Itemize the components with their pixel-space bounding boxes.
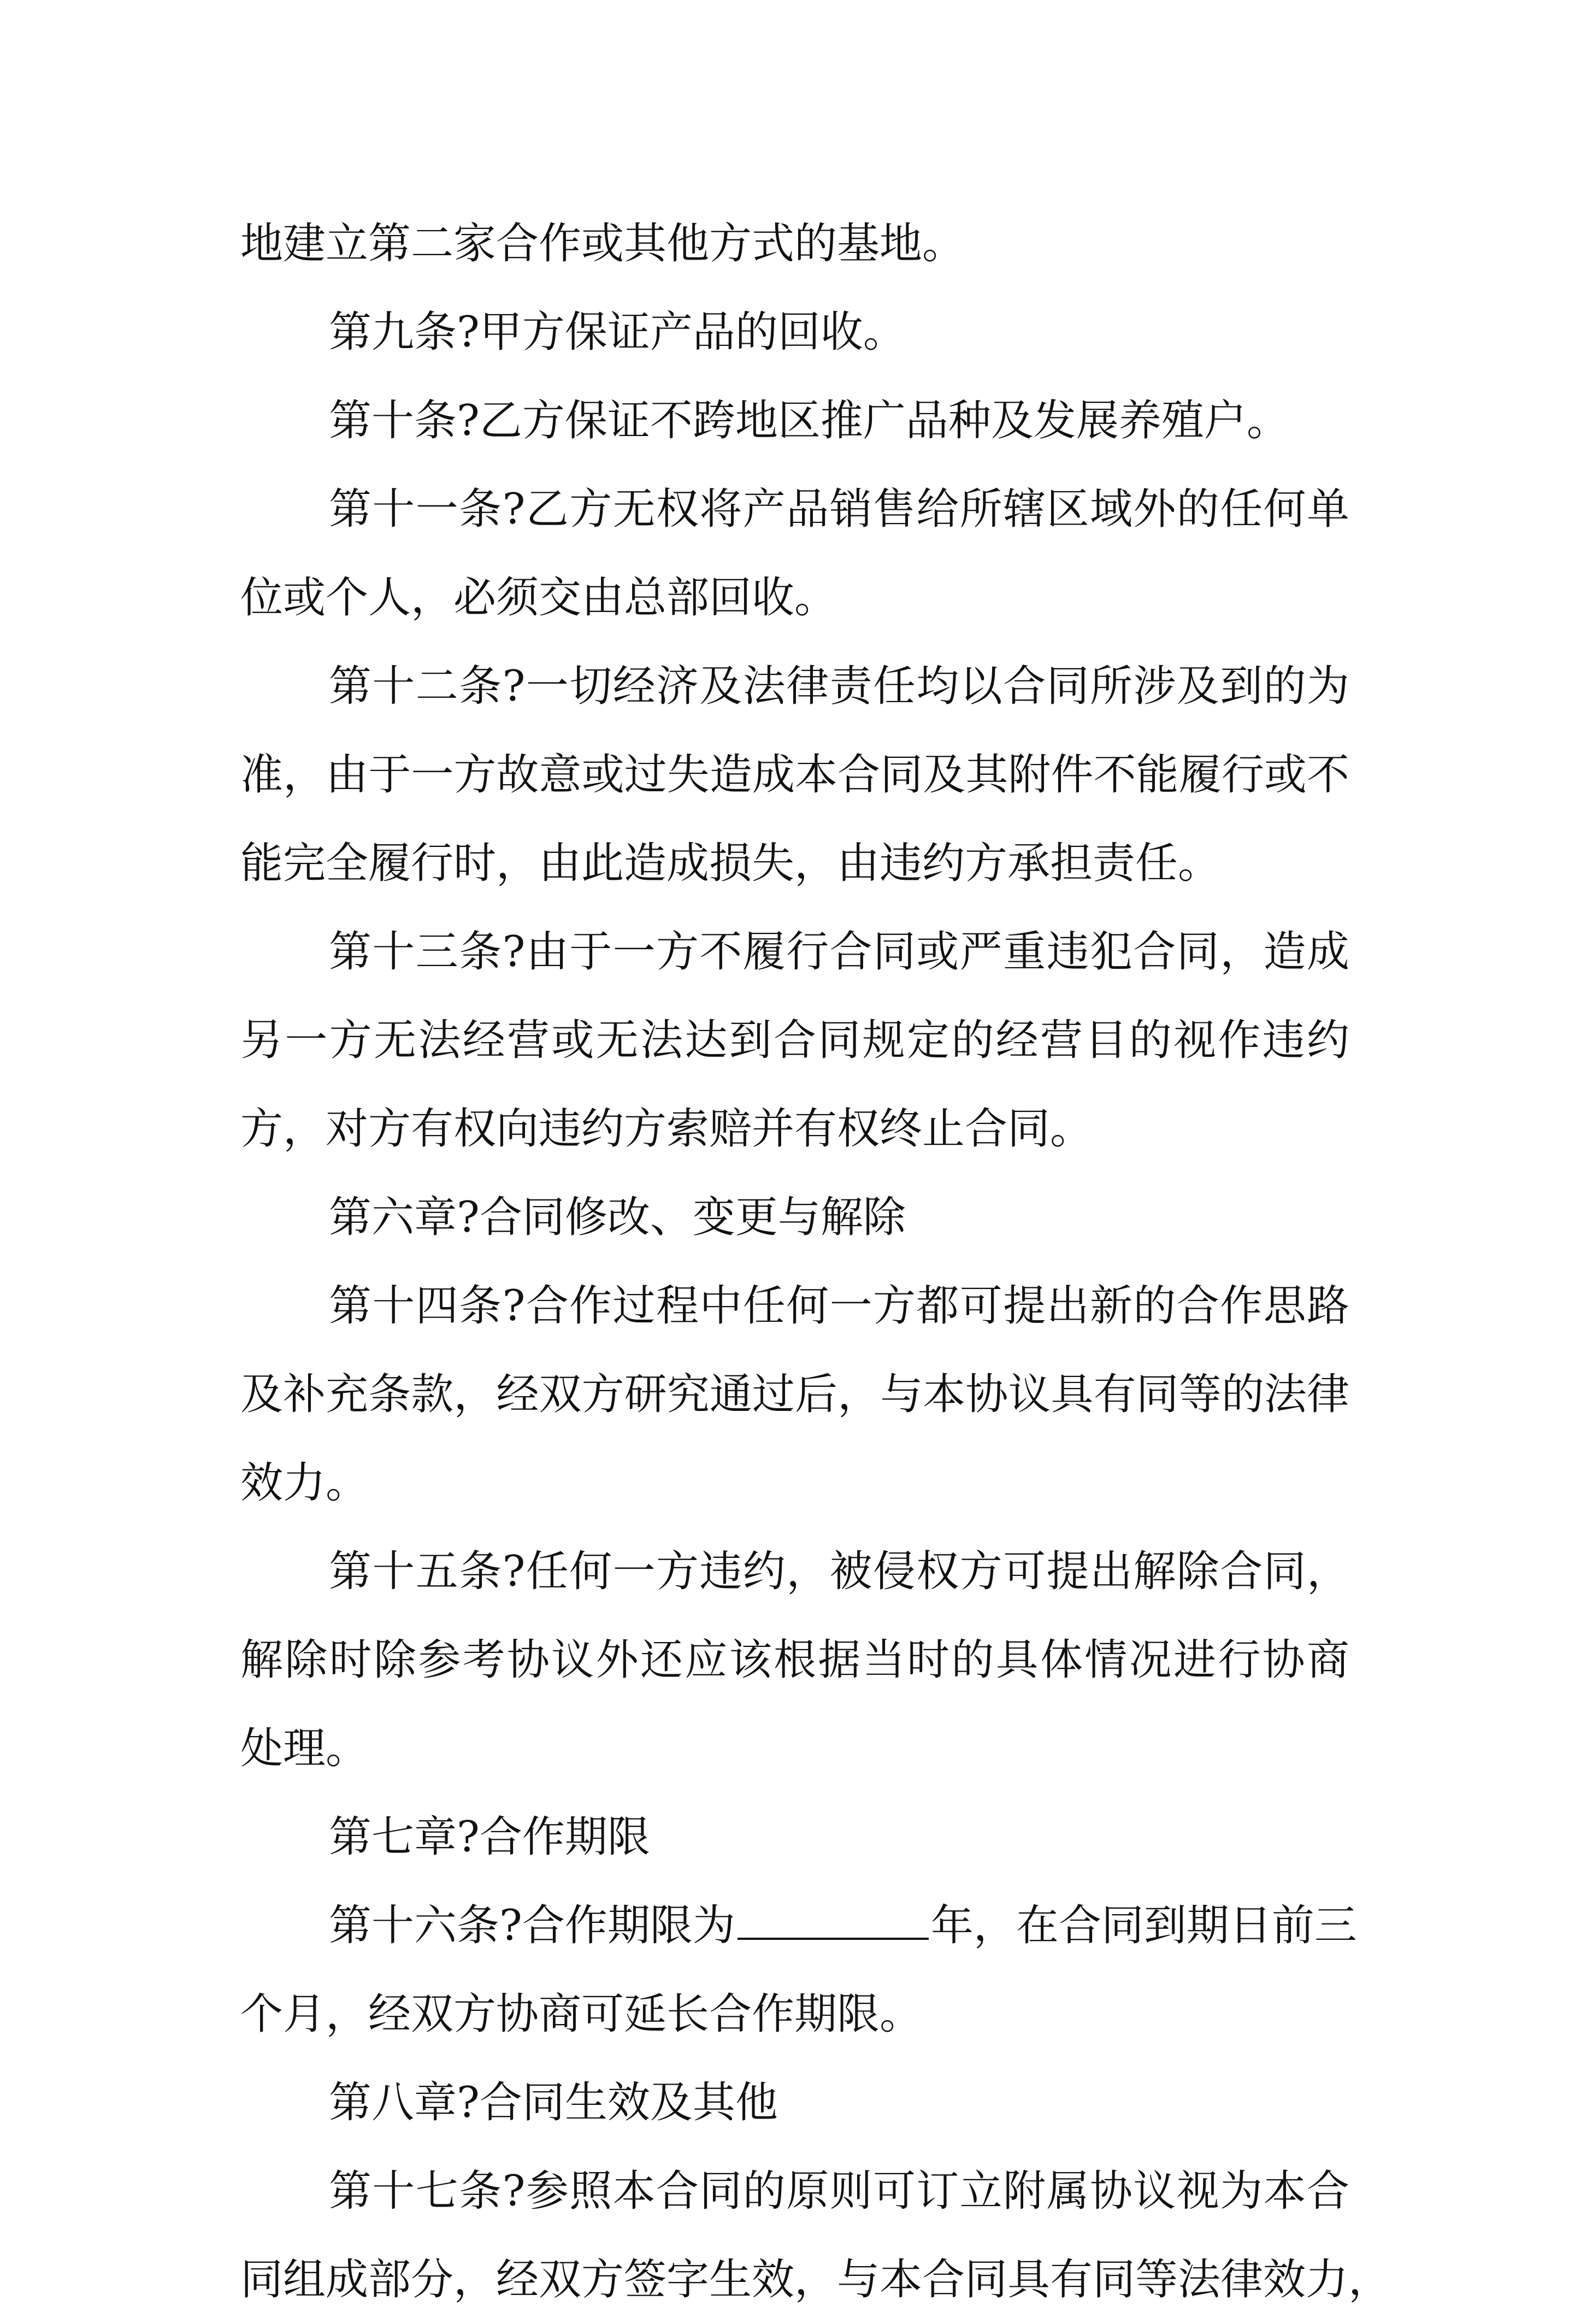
article-12-line-1: 第十二条?一切经济及法律责任均以合同所涉及到的为: [329, 662, 1349, 711]
article-11-line-1: 第十一条?乙方无权将产品销售给所辖区域外的任何单: [329, 485, 1349, 534]
article-15-line-3: 处理。: [240, 1724, 369, 1773]
contract-body: [240, 199, 1391, 2324]
paragraph-continuation: 地建立第二家合作或其他方式的基地。: [240, 219, 965, 268]
article-13-line-3: 方，对方有权向违约方索赔并有权终止合同。: [240, 1104, 1093, 1154]
article-13-line-1: 第十三条?由于一方不履行合同或严重违犯合同，造成: [329, 927, 1349, 976]
article-12-line-2: 准，由于一方故意或过失造成本合同及其附件不能履行或不: [240, 750, 1349, 799]
article-17-line-1: 第十七条?参照本合同的原则可订立附属协议视为本合: [329, 2167, 1349, 2216]
article-14-line-3: 效力。: [240, 1458, 369, 1508]
chapter-7-heading: 第七章?合作期限: [329, 1813, 650, 1862]
article-15-line-2: 解除时除参考协议外还应该根据当时的具体情况进行协商: [240, 1635, 1349, 1685]
article-14-line-1: 第十四条?合作过程中任何一方都可提出新的合作思路: [329, 1281, 1349, 1331]
chapter-6-heading: 第六章?合同修改、变更与解除: [329, 1193, 906, 1242]
article-15-line-1: 第十五条?任何一方违约，被侵权方可提出解除合同，: [329, 1547, 1349, 1596]
chapter-8-heading: 第八章?合同生效及其他: [329, 2078, 778, 2127]
article-13-line-2: 另一方无法经营或无法达到合同规定的经营目的视作违约: [240, 1016, 1349, 1065]
article-11-line-2: 位或个人，必须交由总部回收。: [240, 573, 837, 622]
term-years-blank: [738, 1899, 929, 1940]
article-9: 第九条?甲方保证产品的回收。: [329, 308, 906, 357]
article-16-line-1: [240, 1881, 1357, 1970]
article-10: 第十条?乙方保证不跨地区推广品种及发展养殖户。: [329, 396, 1289, 445]
article-16-suffix: 年，在合同到期日前三: [930, 1901, 1357, 1950]
article-16-line-2: 个月，经双方协商可延长合作期限。: [240, 1990, 923, 2039]
article-16-prefix: 第十六条?合作期限为: [329, 1901, 735, 1950]
article-14-line-2: 及补充条款，经双方研究通过后，与本协议具有同等的法律: [240, 1370, 1349, 1419]
article-17-line-2: 同组成部分，经双方签字生效，与本合同具有同等法律效力，: [240, 2255, 1391, 2304]
article-12-line-3: 能完全履行时，由此造成损失，由违约方承担责任。: [240, 839, 1221, 888]
